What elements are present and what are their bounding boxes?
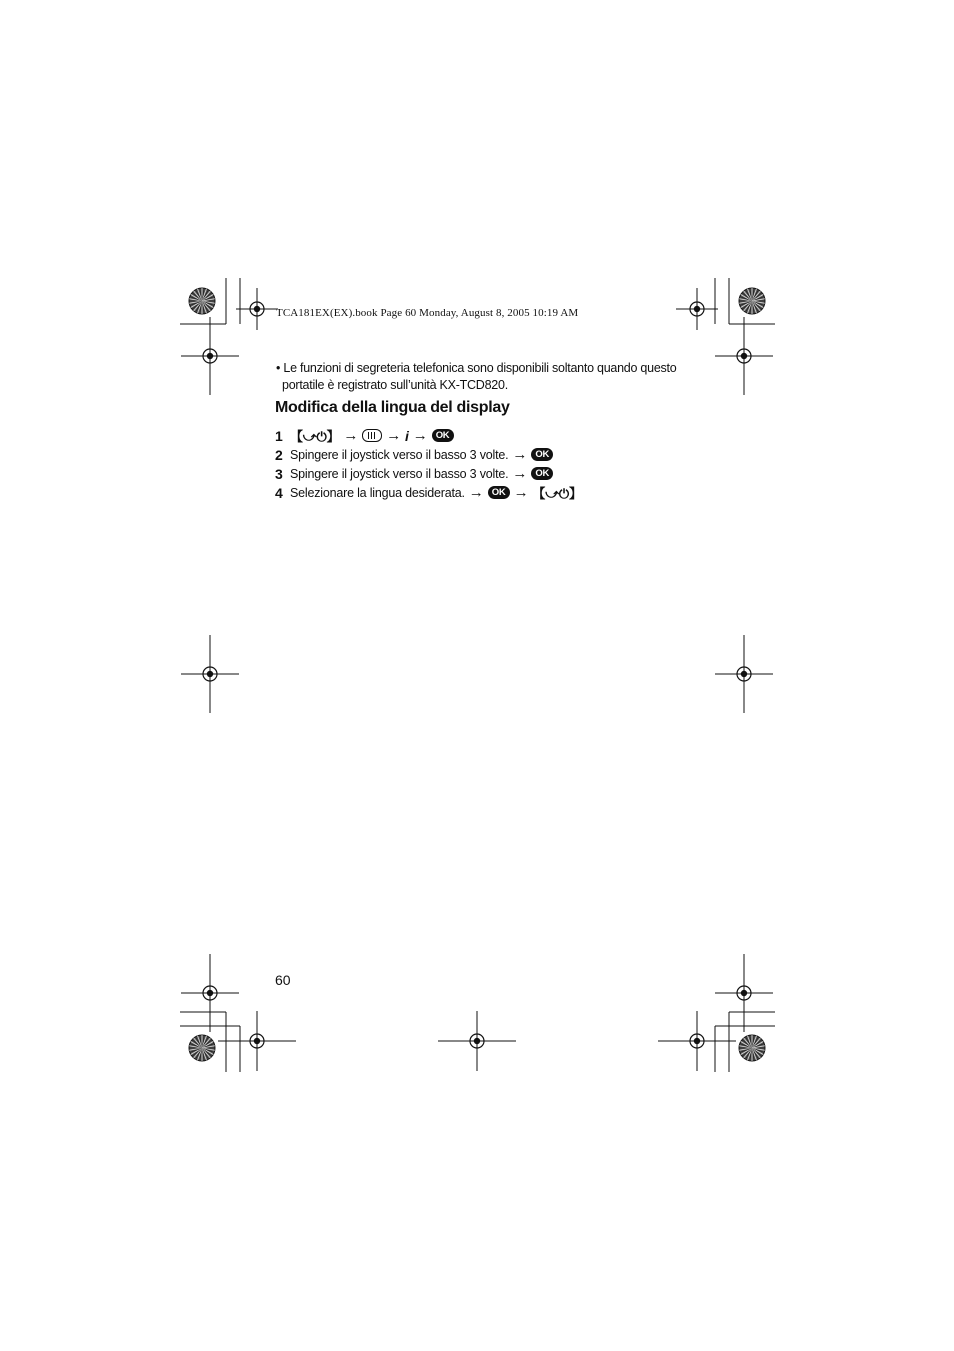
- step-3: [275, 464, 582, 483]
- crosshair-registration-icon: [181, 317, 239, 395]
- starburst-target-icon: [739, 1035, 765, 1061]
- starburst-target-icon: [189, 288, 215, 314]
- crosshair-registration-icon: [658, 1011, 736, 1071]
- steps-list: [275, 426, 582, 502]
- power-off-key-icon: 【⤻⏻】: [532, 486, 582, 501]
- crosshair-registration-icon: [181, 954, 239, 1032]
- ok-button-icon: OK: [432, 429, 454, 442]
- step-4: [275, 483, 582, 502]
- section-title: Modifica della lingua del display: [275, 399, 510, 416]
- crosshair-registration-icon: [676, 288, 718, 330]
- step-2: [275, 445, 582, 464]
- step-number: 3: [275, 465, 283, 482]
- arrow-right-icon: →: [468, 484, 484, 501]
- ok-button-icon: OK: [531, 467, 553, 480]
- crosshair-registration-icon: [715, 317, 773, 395]
- step-text: Selezionare la lingua desiderata.: [290, 485, 465, 500]
- ok-button-icon: OK: [531, 448, 553, 461]
- page-number: 60: [275, 972, 291, 988]
- starburst-target-icon: [189, 1035, 215, 1061]
- crosshair-registration-icon: [236, 288, 278, 330]
- arrow-right-icon: →: [512, 446, 528, 463]
- step-number: 1: [275, 427, 283, 444]
- crosshair-registration-icon: [715, 635, 773, 713]
- bullet-dot: •: [276, 361, 281, 375]
- arrow-right-icon: →: [386, 427, 402, 444]
- crosshair-registration-icon: [438, 1011, 516, 1071]
- power-off-key-icon: 【⤻⏻】: [290, 429, 340, 444]
- step-number: 4: [275, 484, 283, 501]
- step-1: [275, 426, 582, 445]
- step-text: Spingere il joystick verso il basso 3 volte.: [290, 466, 509, 481]
- note-line-2: portatile è registrato sull’unità KX-TCD820.: [282, 377, 508, 392]
- arrow-right-icon: →: [512, 465, 528, 482]
- step-number: 2: [275, 446, 283, 463]
- ok-button-icon: OK: [488, 486, 510, 499]
- crosshair-registration-icon: [181, 635, 239, 713]
- menu-grid-icon: [362, 429, 382, 442]
- step-text: Spingere il joystick verso il basso 3 volte.: [290, 447, 509, 462]
- note-line-1: Le funzioni di segreteria telefonica sono disponibili soltanto quando questo: [283, 361, 677, 375]
- arrow-right-icon: →: [513, 484, 529, 501]
- starburst-target-icon: [739, 288, 765, 314]
- arrow-right-icon: →: [412, 427, 428, 444]
- crosshair-registration-icon: [218, 1011, 296, 1071]
- arrow-right-icon: →: [343, 427, 359, 444]
- book-header: TCA181EX(EX).book Page 60 Monday, August 8, 2005 10:19 AM: [276, 307, 579, 319]
- info-icon: i: [405, 427, 409, 444]
- note-bullet: [276, 360, 696, 393]
- crosshair-registration-icon: [715, 954, 773, 1032]
